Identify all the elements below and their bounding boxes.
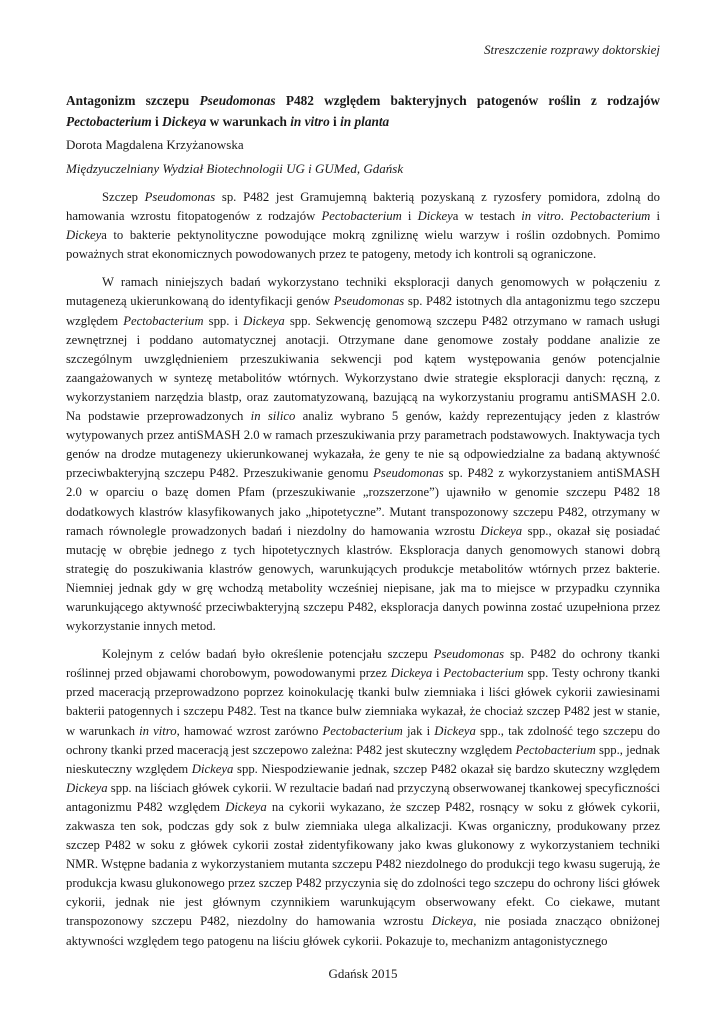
text-run: i [432, 666, 444, 681]
italic-term: Dickey [66, 228, 102, 243]
italic-term: in vitro [521, 209, 561, 224]
italic-term: Dickeya [225, 799, 267, 814]
italic-term: Dickeya [191, 761, 234, 776]
italic-term: Dickeya [243, 313, 285, 328]
italic-term: Dickeya [431, 914, 474, 929]
text-run: , nie posiada znacząco obniżonej aktywności względem tego patogenu na liściu główek cykorii. Pokazuje to, mechanizm antagonistycznego [66, 914, 660, 948]
author-name: Dorota Magdalena Krzyżanowska [66, 137, 244, 152]
paragraph [66, 645, 660, 951]
text-run: a to bakterie pektynolityczne powodujące mokrą zgniliznę wielu warzyw i roślin ozdobnych. Pomimo poważnych strat ekonomicznych powodowanych przez te patogeny, metody ich kontroli są ograniczone. [66, 228, 660, 262]
text-run: spp. Niespodziewanie jednak, szczep P482 okazał się bardzo skuteczny względem [233, 761, 661, 776]
italic-term: in vitro [139, 723, 177, 738]
text-run: spp. Testy ochrony tkanki przed maceracją przeprowadzono poprzez koinokulację tkanki bulw ziemniaka i liści główek cykorii zawiesinami bakterii patogennych i szczepu P482. Test na tkance bulw ziemniaka wykazał, że chociaż szczep P482 jest w stanie, w warunkach [66, 666, 660, 738]
author-affiliation: Międzyuczelniany Wydział Biotechnologii UG i GUMed, Gdańsk [66, 161, 404, 176]
italic-term: Pseudomonas [333, 294, 405, 309]
text-run: analiz wybrano 5 genów, każdy reprezentujący jeden z klastrów wytypowanych przez antiSMASH 2.0 w ramach przeszukiwania przy parametrach podstawowych. Inaktywacja tych genów na drodze mutagenezy ukierunkowanej wykazała, że geny te nie są odpowiedzialne za badaną aktywność przeciwbakteryjną szczepu P482. Przeszukiwanie genomu [66, 409, 661, 481]
abstract-body [66, 188, 660, 951]
running-header: Streszczenie rozprawy doktorskiej [484, 42, 660, 57]
italic-term: Pectobacterium [570, 209, 651, 224]
text-run: a w testach [452, 209, 522, 224]
text-run: i [650, 209, 660, 224]
document-title: Antagonizm szczepu Pseudomonas P482 względem bakteryjnych patogenów roślin z rodzajów Pectobacterium i Dickeya w warunkach in vitro i in planta [66, 93, 660, 129]
italic-term: Pectobacterium [123, 313, 204, 328]
text-run: sp. P482 do ochrony tkanki roślinnej przed objawami chorobowym, powodowanymi przez [66, 647, 660, 681]
text-run: jak i [402, 723, 435, 738]
text-run: sp. P482 istotnych dla antagonizmu tego szczepu względem [66, 294, 660, 328]
italic-term: Dickeya [480, 523, 523, 538]
italic-term: Pseudomonas [433, 647, 505, 662]
italic-term: Dickey [417, 209, 453, 224]
italic-term: Dickeya [66, 780, 108, 795]
text-run: Szczep [102, 190, 145, 204]
italic-term: Pseudomonas [144, 190, 216, 204]
text-run: spp. i [203, 313, 244, 328]
text-run: spp. na liściach główek cykorii. W rezultacie badań nad przyczyną obserwowanej tkankowej specyficzności antagonizmu P482 względem [66, 780, 660, 814]
italic-term: Pectobacterium [321, 209, 402, 224]
text-run: spp., jednak nieskuteczny względem [66, 742, 660, 776]
italic-term: Pectobacterium [322, 723, 403, 738]
italic-term: Pectobacterium [443, 666, 524, 681]
italic-term: Dickeya [434, 723, 476, 738]
text-run: Kolejnym z celów badań było określenie potencjału szczepu [102, 647, 434, 662]
text-run: W ramach niniejszych badań wykorzystano techniki eksploracji danych genomowych w połączeniu z mutagenezą ukierunkowaną do identyfikacji genów [66, 275, 660, 309]
text-run: spp. Sekwencję genomową szczepu P482 otrzymano w ramach usługi zewnętrznej i poddano automatycznej anotacji. Otrzymane dane genomowe zostały poddane analizie ze szczególnym uwzględnieniem przeszukiwania sekwencji pod kątem występowania genów potencjalnie zaangażowanych w syntezę metabolitów wtórnych. Wykorzystano dwie strategie eksploracji danych: ręczną, z wykorzystaniem narzędzia blastp, oraz zautomatyzowaną, bazującą na wykorzystaniu programu antiSMASH 2.0. Na podstawie przeprowadzonych [66, 313, 660, 424]
text-run: na cykorii wykazano, że szczep P482, rosnący w soku z główek cykorii, zakwasza ten sok, podczas gdy sok z bulw ziemniaka ulega alkalizacji. Kwas organiczny, produkowany przez szczep P482 w soku z główek cykorii został zidentyfikowany jako kwas glukonowy z wykorzystaniem techniki NMR. Wstępne badania z wykorzystaniem mutanta szczepu P482 niezdolnego do produkcji tego kwasu sugerują, że produkcja kwasu glukonowego przez szczep P482 przyczynia się do zdolności tego szczepu do ochrony liści główek cykorii, jednak nie jest głównym czynnikiem warunkującym obserwowany efekt. Co ciekawe, mutant transpozonowy szczepu P482, niezdolny do hamowania wzrostu [66, 799, 660, 929]
text-run: sp. P482 jest Gramujemną bakterią pozyskaną z ryzosfery pomidora, zdolną do hamowania wzrostu fitopatogenów z rodzajów [66, 190, 660, 224]
text-run: , hamować wzrost zarówno [176, 723, 323, 738]
document-page [66, 0, 660, 1024]
text-run: spp., tak zdolność tego szczepu do ochrony tkanki przed maceracją jest szczepowo zależna: P482 jest skuteczny względem [66, 723, 660, 757]
italic-term: Dickeya [390, 666, 433, 681]
paragraph [66, 188, 660, 264]
italic-term: Pectobacterium [515, 742, 596, 757]
italic-term: in silico [250, 409, 296, 424]
text-run: sp. P482 z wykorzystaniem antiSMASH 2.0 w oparciu o bazę domen Pfam (przeszukiwanie „rozszerzone”) ujawniło w genomie szczepu P482 18 dodatkowych klastrów klasyfikowanych jako „hipotetyczne”. Mutant transpozonowy szczepu P482, otrzymany w ramach równolegle prowadzonych badań i niezdolny do hamowania wzrostu [66, 466, 660, 538]
text-run: i [401, 209, 418, 224]
paragraph [66, 273, 660, 636]
text-run: spp., okazał się posiadać mutację w obrębie jednego z tych hipotetycznych klastrów. Eksploracja danych genomowych stanowi dobrą strategię do poszukiwania klastrów genowych, warunkujących produkcje metabolitów wtórnych przez bakterie. Niemniej jednak gdy w grę wchodzą metabolity wcześniej niepisane, jak ma to miejsce w przypadku czynnika warunkującego aktywność przeciwbakteryjną szczepu P482, eksploracja danych powinna zostać uzupełniona przez wykorzystanie innych metod. [66, 523, 660, 634]
italic-term: Pseudomonas [373, 466, 444, 481]
text-run: . [560, 209, 571, 224]
page-footer: Gdańsk 2015 [328, 966, 398, 981]
